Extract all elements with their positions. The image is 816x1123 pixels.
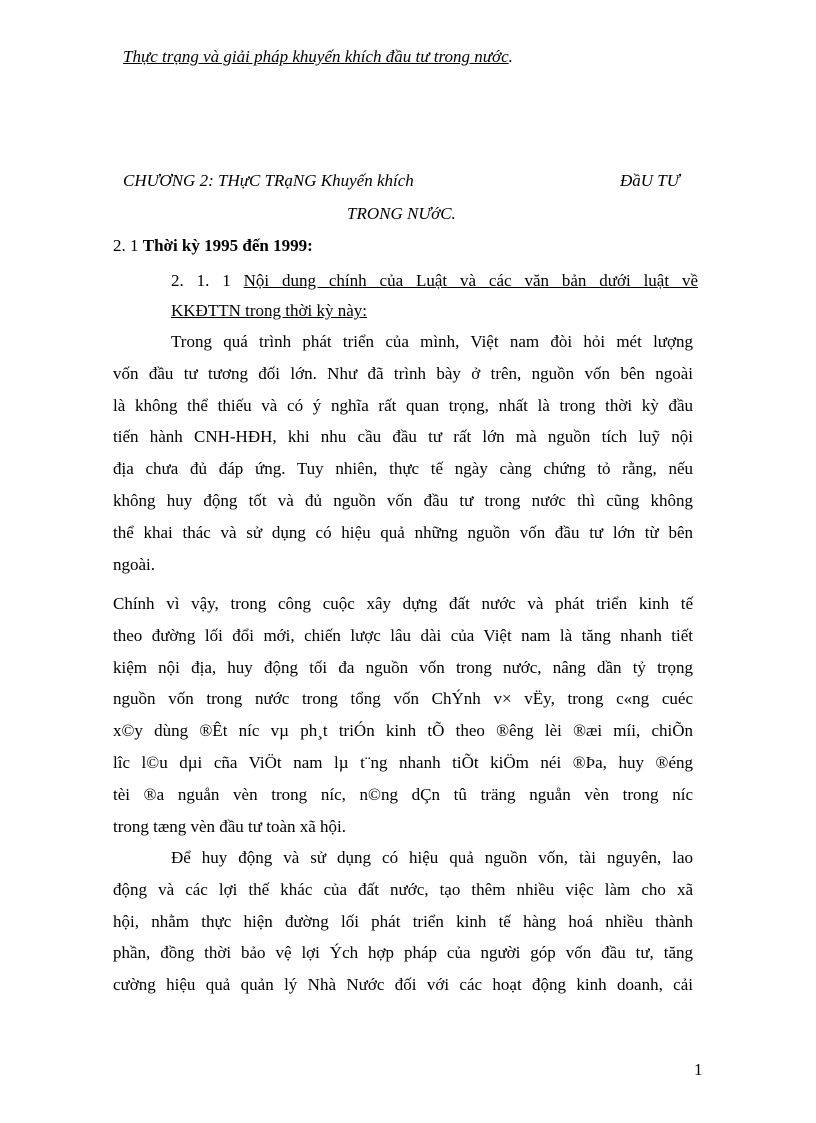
section-number: 2. 1 bbox=[113, 236, 139, 255]
paragraph-1 bbox=[113, 326, 693, 580]
paragraph-line: động và các lợi thế khác của đất nước, tạo thêm nhiều việc làm cho xã bbox=[113, 879, 693, 899]
chapter-title-right: ĐầU TƯ bbox=[620, 171, 680, 190]
paragraph-line: tèi ®a nguån vèn trong níc, n©ng dÇn tû träng nguån vèn trong níc bbox=[113, 784, 693, 804]
running-header bbox=[123, 47, 513, 67]
paragraph-line: tiến hành CNH-HĐH, khi nhu cầu đầu tư rất lớn mà nguồn tích luỹ nội bbox=[113, 427, 693, 447]
paragraph-line: trong tæng vèn đầu tư toàn xã hội. bbox=[113, 816, 347, 836]
paragraph-line: phần, đồng thời bảo vệ lợi Ých hợp pháp của người góp vốn đầu tư, tăng bbox=[113, 943, 693, 963]
paragraph-line: Chính vì vậy, trong công cuộc xây dựng đất nước và phát triển kinh tế bbox=[113, 594, 693, 613]
running-header-period: . bbox=[508, 47, 513, 66]
paragraph-line: vốn đầu tư tương đối lớn. Như đã trình bày ở trên, nguồn vốn bên ngoài bbox=[113, 363, 693, 383]
subsection-title-line1: Nội dung chính của Luật và các văn bản dưới luật về bbox=[243, 271, 698, 290]
paragraph-line: hội, nhằm thực hiện đường lối phát triển kinh tế hàng hoá nhiều thành bbox=[113, 911, 693, 931]
subsection-heading-line1 bbox=[171, 266, 698, 296]
subsection-title-line2: KKĐTTN trong thời kỳ này: bbox=[171, 301, 367, 320]
paragraph-line: x©y dùng ®Êt níc vµ ph¸t triÓn kinh tÕ theo ®êng lèi ®æi míi, chiÕn bbox=[113, 721, 693, 741]
page-number: 1 bbox=[694, 1060, 703, 1079]
paragraph-line: không huy động tốt và đủ nguồn vốn đầu tư trong nước thì cũng không bbox=[113, 490, 693, 510]
paragraph-2 bbox=[113, 588, 693, 842]
paragraph-line: theo đường lối đổi mới, chiến lược lâu dài của Việt nam là tăng nhanh tiết bbox=[113, 625, 693, 645]
paragraph-line: Để huy động và sử dụng có hiệu quả nguồn vốn, tài nguyên, lao bbox=[171, 848, 693, 867]
paragraph-line: là không thể thiếu và có ý nghĩa rất quan trọng, nhất là trong thời kỳ đầu bbox=[113, 395, 693, 415]
section-heading bbox=[113, 236, 313, 256]
subsection-number: 2. 1. 1 bbox=[171, 271, 231, 290]
paragraph-line: kiệm nội địa, huy động tối đa nguồn vốn trong nước, nâng dần tỷ trọng bbox=[113, 657, 693, 677]
paragraph-line: cường hiệu quả quản lý Nhà Nước đối với các hoạt động kinh doanh, cải bbox=[113, 975, 693, 995]
paragraph-line: thể khai thác và sử dụng có hiệu quả những nguồn vốn đầu tư lớn từ bên bbox=[113, 522, 693, 542]
subsection-heading-line2 bbox=[171, 296, 367, 326]
paragraph-line: lîc l©u dµi cña ViÖt nam lµ t¨ng nhanh tiÕt kiÖm néi ®Þa, huy ®éng bbox=[113, 752, 693, 772]
running-header-title: Thực trạng và giải pháp khuyến khích đầu tư trong nước bbox=[123, 47, 509, 66]
paragraph-line: nguồn vốn trong nước trong tổng vốn ChÝnh v× vËy, trong c«ng cuéc bbox=[113, 689, 693, 709]
paragraph-line: ngoài. bbox=[113, 554, 156, 574]
paragraph-line: Trong quá trình phát triển của mình, Việt nam đòi hỏi mét lượng bbox=[171, 332, 693, 351]
chapter-title-line2: TRONG NƯớC. bbox=[347, 204, 456, 223]
chapter-title-left: CHƯƠNG 2: THựC TRạNG Khuyến khích bbox=[123, 171, 414, 190]
paragraph-line: địa chưa đủ đáp ứng. Tuy nhiên, thực tế ngày càng chứng tỏ rằng, nếu bbox=[113, 459, 693, 479]
section-title: Thời kỳ 1995 đến 1999: bbox=[142, 236, 313, 255]
paragraph-3 bbox=[113, 842, 693, 1001]
